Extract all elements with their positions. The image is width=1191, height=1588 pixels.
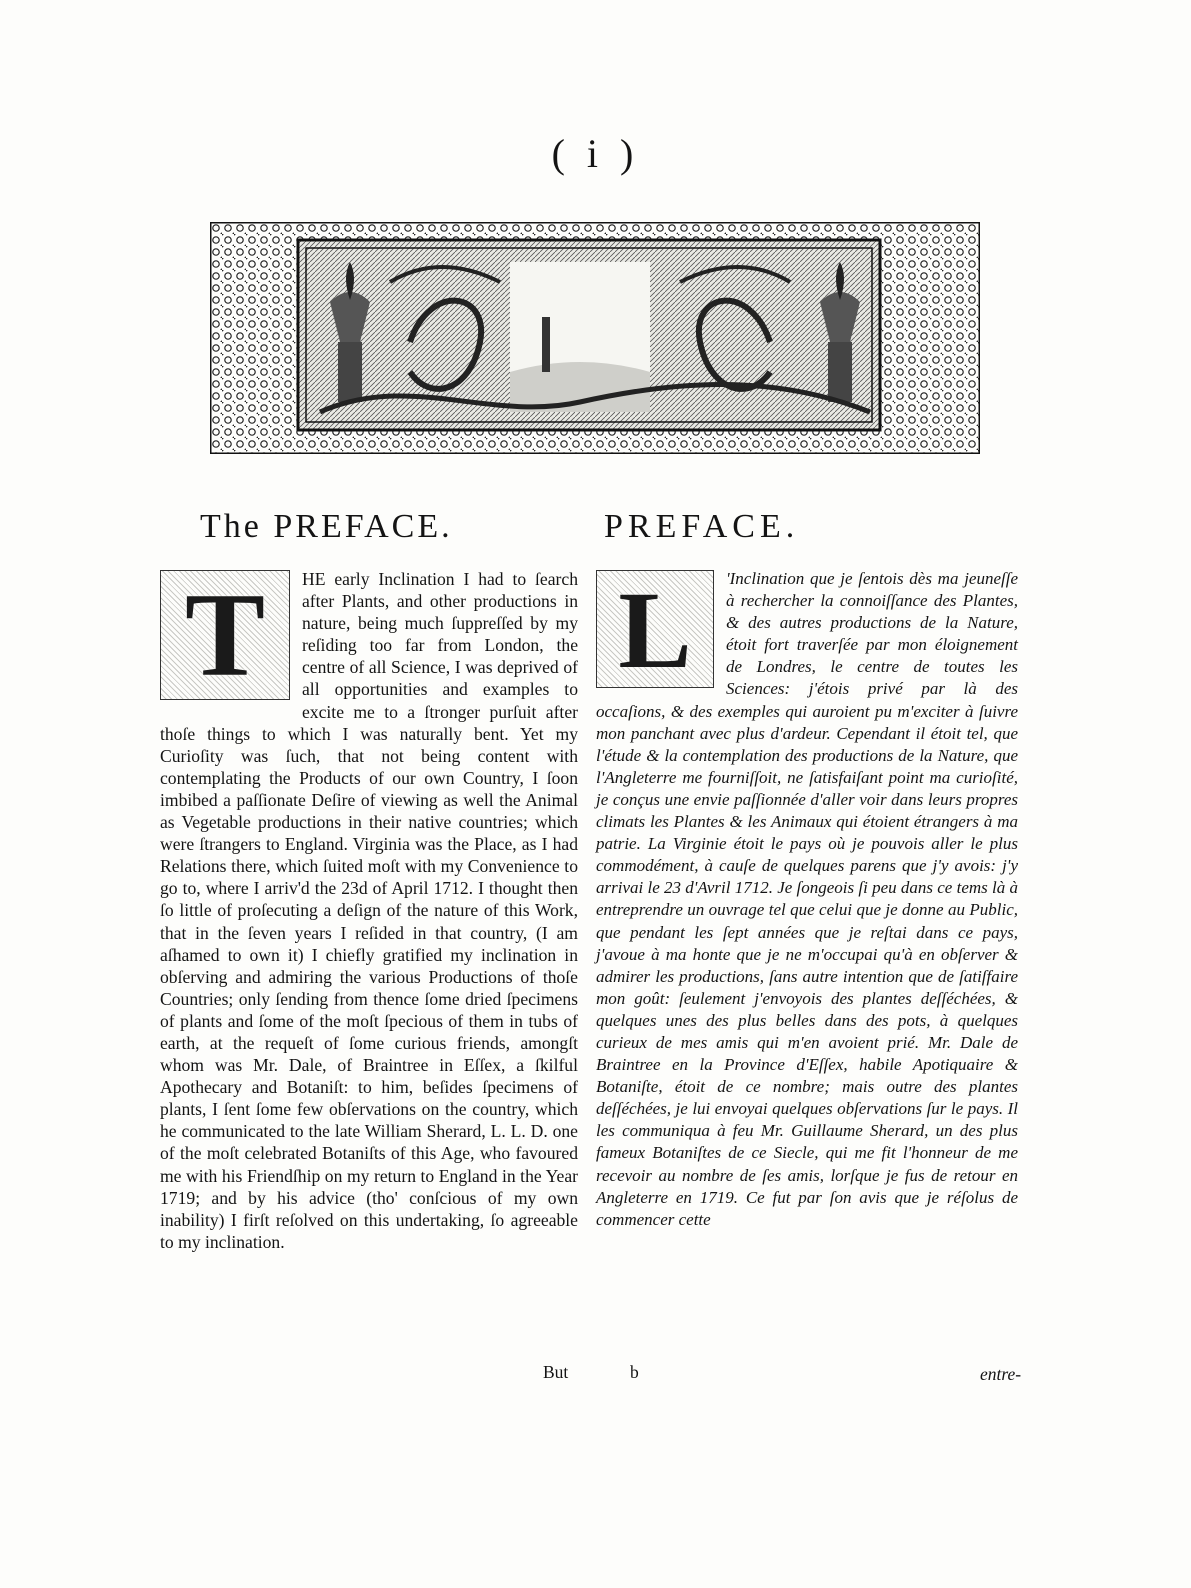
french-column: [596, 568, 1018, 1231]
english-preface-text: HE early Inclination I had to ſearch after Plants, and other productions in nature, being much ſuppreſſed by my reſiding too far from London, the centre of all Science, I was deprived of all opportunities and examples to excite me to a ſtronger purſuit after thoſe things to which I was naturally bent. Yet my Curioſity was ſuch, that not being content with contemplating the Products of our own Country, I ſoon imbibed a paſſionate Deſire of viewing as well the Animal as Vegetable productions in their native countries; which were ſtrangers to England. Virginia was the Place, as I had Relations there, which ſuited moſt with my Convenience to go to, where I arriv'd the 23d of April 1712. I thought then ſo little of proſecuting a deſign of the nature of this Work, that in the ſeven years I reſided in that country, (I am aſhamed to own it) I chiefly gratified my inclination in obſerving and admiring the various Productions of thoſe Countries; only ſending from thence ſome dried ſpecimens of plants and ſome of the moſt ſpecious of them in tubs of earth, at the requeſt of ſome curious friends, amongſt whom was Mr. Dale, of Braintree in Eſſex, a ſkilful Apothecary and Botaniſt: to him, beſides ſpecimens of plants, I ſent ſome few obſervations on the country, which he communicated to the late William Sherard, L. L. D. one of the moſt celebrated Botaniſts of this Age, who favoured me with his Friendſhip on my return to England in the Year 1719; and by his advice (tho' conſcious of my own inability) I firſt reſolved on this undertaking, ſo agreeable to my inclination.: [160, 569, 578, 1252]
dropcap-letter: L: [618, 570, 692, 688]
dropcap-letter: T: [184, 570, 266, 700]
ornamental-dropcap-l: [596, 570, 714, 688]
signature-mark: b: [630, 1362, 639, 1382]
ornamental-dropcap-t: [160, 570, 290, 700]
french-preface-text: 'Inclination que je ſentois dès ma jeuneſſe à rechercher la connoiſſance des Plantes, & des autres productions de la Nature, étoit fort traverſée par mon éloignement de Londres, le centre de toutes les Sciences: j'étois privé par là des occaſions, & des exemples qui auroient pu m'exciter à ſuivre mon panchant avec plus d'ardeur. Cependant il étoit tel, que l'étude & la contemplation des productions de la Nature, que l'Angleterre me fourniſſoit, ne ſatisfaiſant point ma curioſité, je conçus une envie paſſionnée d'aller voir dans leurs propres climats les Plantes & les Animaux qui étoient étrangers à ma patrie. La Virginie étoit le pays où je pouvois aller le plus commodément, à cauſe de quelques parens que j'y avois: j'y arrivai le 23 d'Avril 1712. Je ſongeois ſi peu dans ce tems là à entreprendre un ouvrage tel que celui que je donne au Public, que pendant les ſept années que je reſtai dans ce pays, j'avoue à ma honte que je ne m'occupai qu'à en obſerver & admirer les productions, ſans autre intention que de ſatiſfaire mon goût: ſeulement j'envoyois des plantes deſſéchées, & quelques unes des plus belles dans des pots, à quelques curieux de mes amis qui m'en avoient prié. Mr. Dale de Braintree en la Province d'Eſſex, habile Apotiquaire & Botaniſte, étoit de ce nombre; mais outre des plantes deſſéchées, je lui envoyai quelques obſervations ſur le pays. Il les communiqua à feu Mr. Guillaume Sherard, un des plus fameux Botaniſtes de ce Siecle, qui me fit l'honneur de me recevoir au nombre de ſes amis, lorſque je fus de retour en Angleterre en 1719. Ce fut par ſon avis que je réſolus de commencer cette: [596, 569, 1018, 1229]
page-number: ( i ): [551, 131, 640, 176]
headpiece-engraving-icon: [210, 222, 980, 454]
english-column: [160, 568, 578, 1253]
french-preface-title: PREFACE.: [604, 508, 800, 545]
english-preface-title: The PREFACE.: [200, 508, 453, 545]
english-catchword: But: [543, 1362, 569, 1382]
ornamental-headpiece: [210, 222, 980, 454]
french-catchword: entre-: [980, 1364, 1022, 1384]
